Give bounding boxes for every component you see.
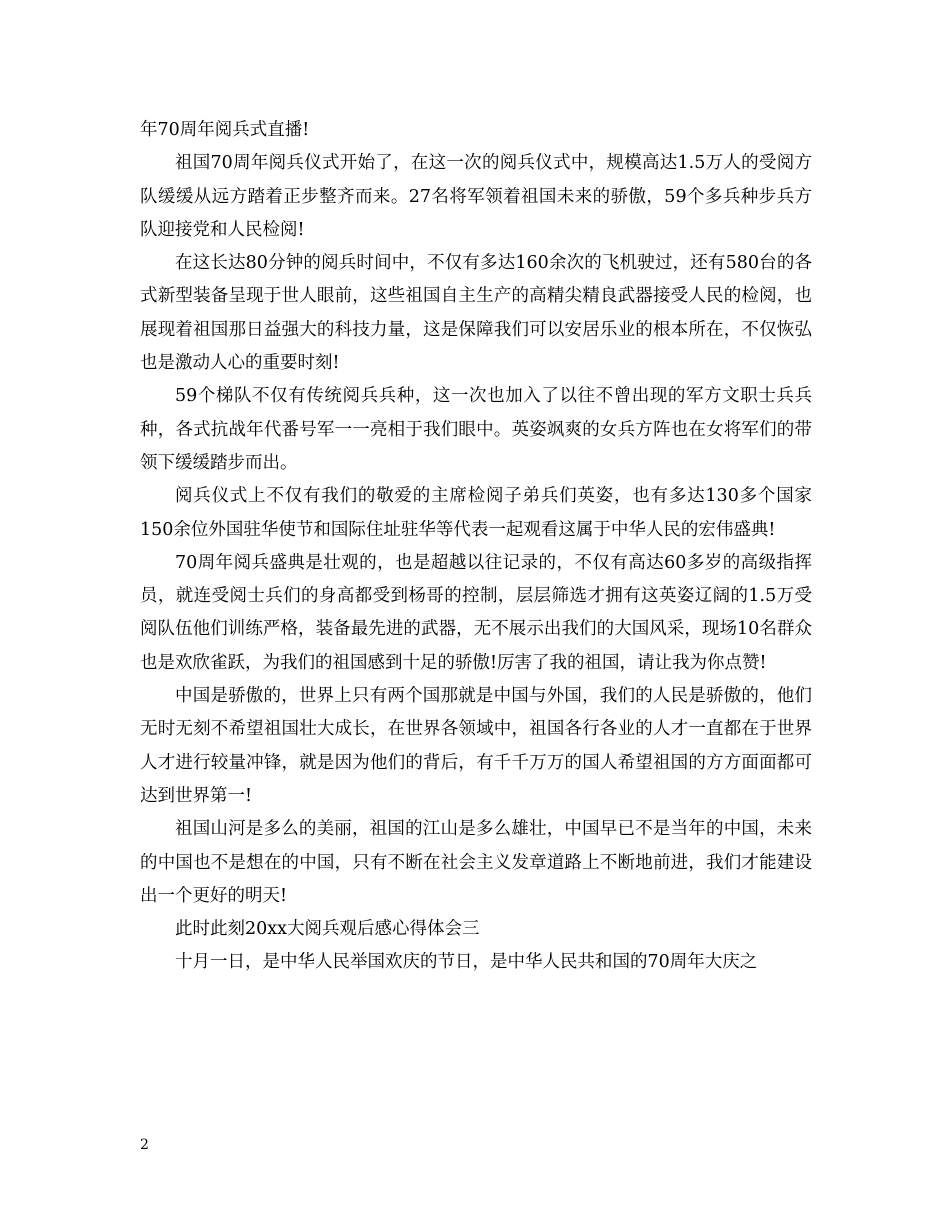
paragraph-3: 在这长达80分钟的阅兵时间中，不仅有多达160余次的飞机驶过，还有580台的各式新型装备呈现于世人眼前，这些祖国自主生产的高精尖精良武器接受人民的检阅，也展现着祖国那日益强大的科技力量，这是保障我们可以安居乐业的根本所在，不仅恢弘也是激动人心的重要时刻!	[140, 253, 812, 374]
document-body	[140, 114, 812, 980]
page-number: 2	[140, 1137, 149, 1153]
section-heading: 此时此刻20xx大阅兵观后感心得体会三	[175, 919, 480, 940]
paragraph-1: 年70周年阅兵式直播!	[140, 120, 310, 140]
paragraph-9: 十月一日，是中华人民举国欢庆的节日，是中华人民共和国的70周年大庆之	[175, 952, 758, 973]
paragraph-5: 阅兵仪式上不仅有我们的敬爱的主席检阅子弟兵们英姿，也有多达130多个国家150余位外国驻华使节和国际住址驻华等代表一起观看这属于中华人民的宏伟盛典!	[140, 486, 812, 540]
paragraph-8: 祖国山河是多么的美丽，祖国的江山是多么雄壮，中国早已不是当年的中国，未来的中国也不是想在的中国，只有不断在社会主义发章道路上不断地前进，我们才能建设出一个更好的明天!	[140, 819, 812, 906]
paragraph-7: 中国是骄傲的，世界上只有两个国那就是中国与外国，我们的人民是骄傲的，他们无时无刻不希望祖国壮大成长，在世界各领域中，祖国各行各业的人才一直都在于世界人才进行较量冲锋，就是因为他们的背后，有千千万万的国人希望祖国的方方面面都可达到世界第一!	[140, 686, 812, 806]
paragraph-2: 祖国70周年阅兵仪式开始了，在这一次的阅兵仪式中，规模高达1.5万人的受阅方队缓缓从远方踏着正步整齐而来。27名将军领着祖国未来的骄傲，59个多兵种步兵方队迎接党和人民检阅!	[140, 153, 812, 240]
paragraph-6: 70周年阅兵盛典是壮观的，也是超越以往记录的，不仅有高达60多岁的高级指挥员，就连受阅士兵们的身高都受到杨哥的控制，层层筛选才拥有这英姿辽阔的1.5万受阅队伍他们训练严格，装备最先进的武器，无不展示出我们的大国风采，现场10名群众也是欢欣雀跃，为我们的祖国感到十足的骄傲!厉害了我的祖国，请让我为你点赞!	[140, 552, 812, 673]
paragraph-4: 59个梯队不仅有传统阅兵兵种，这一次也加入了以往不曾出现的军方文职士兵兵种，各式抗战年代番号军一一亮相于我们眼中。英姿飒爽的女兵方阵也在女将军们的带领下缓缓踏步而出。	[140, 386, 812, 473]
